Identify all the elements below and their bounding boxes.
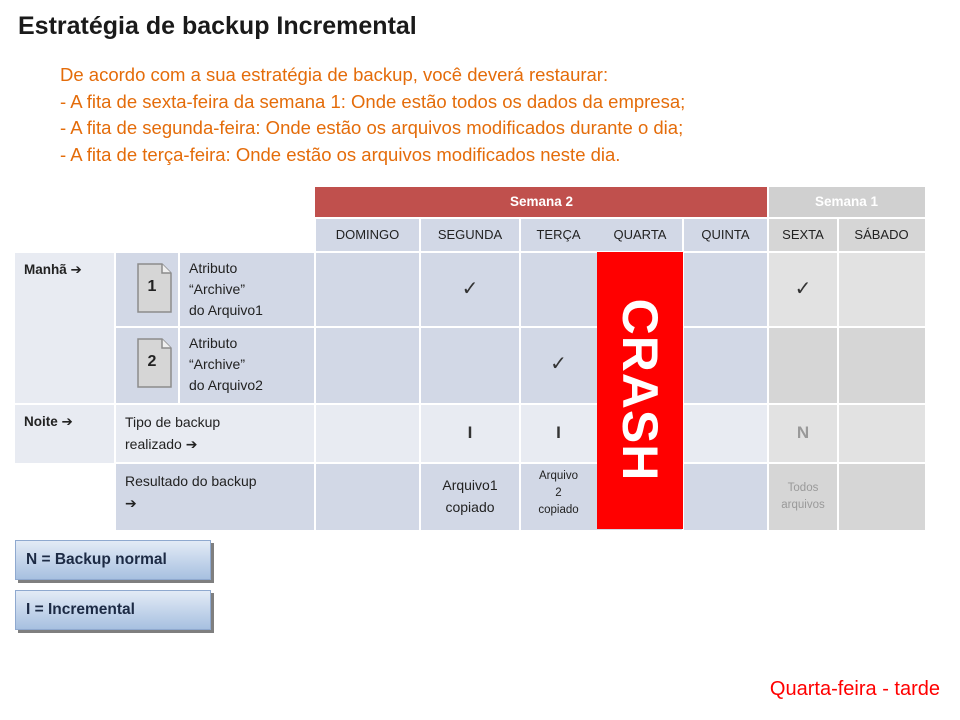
result-sexta: Todos arquivos (781, 482, 825, 511)
file2-number: 2 (147, 353, 157, 370)
week2-header: Semana 2 (315, 187, 768, 218)
grid-line (15, 251, 925, 253)
arrow-right-icon: ➔ (125, 495, 137, 511)
file1-attribute-text: Atributo “Archive” do Arquivo1 (189, 260, 263, 318)
crash-block (597, 252, 683, 529)
week1-header: Semana 1 (768, 187, 925, 218)
empty-cell (15, 463, 115, 530)
document-icon (135, 337, 173, 389)
footer-time-label: Quarta-feira - tarde (769, 678, 940, 700)
day-domingo: DOMINGO (315, 218, 420, 252)
arrow-right-icon: ➔ (70, 262, 82, 277)
intro-line: - A fita de segunda-feira: Onde estão os arquivos modificados durante o dia; (60, 117, 684, 138)
document-icon (135, 262, 173, 314)
morning-label: Manhã ➔ (24, 262, 82, 277)
file1-number: 1 (147, 278, 157, 295)
intro-line: - A fita de sexta-feira da semana 1: Onde estão todos os dados da empresa; (60, 90, 686, 112)
backup-type-terca: I (556, 423, 561, 442)
intro-text (60, 62, 940, 168)
week1-cell (768, 327, 925, 404)
night-label: Noite ➔ (24, 414, 73, 429)
backup-schedule-table (15, 187, 925, 530)
intro-line: De acordo com a sua estratégia de backup, você deverá restaurar: (60, 64, 609, 85)
day-segunda: SEGUNDA (420, 218, 520, 252)
result-segunda: Arquivo1 copiado (442, 477, 498, 515)
check-icon: ✓ (550, 353, 567, 375)
arrow-right-icon: ➔ (61, 414, 73, 429)
check-icon: ✓ (461, 278, 479, 300)
day-terca: TERÇA (520, 218, 597, 252)
page-title: Estratégia de backup Incremental (18, 12, 417, 40)
file2-attribute-text: Atributo “Archive” do Arquivo2 (189, 335, 263, 393)
backup-type-sexta: N (796, 423, 810, 442)
grid-line (315, 217, 925, 219)
backup-result-label: Resultado do backup ➔ (115, 463, 315, 514)
day-sexta: SEXTA (768, 218, 838, 252)
result-terca: Arquivo 2 copiado (538, 470, 579, 516)
legend-incremental: I = Incremental (15, 590, 211, 630)
crash-label: CRASH (612, 298, 668, 482)
arrow-right-icon: ➔ (185, 436, 198, 452)
day-quarta: QUARTA (597, 218, 683, 252)
day-quinta: QUINTA (683, 218, 768, 252)
backup-type-label: Tipo de backup realizado ➔ (125, 414, 221, 452)
legend-normal: N = Backup normal (15, 540, 211, 580)
grid-line (767, 187, 769, 530)
intro-line: - A fita de terça-feira: Onde estão os arquivos modificados neste dia. (60, 143, 621, 165)
check-icon: ✓ (794, 278, 812, 300)
backup-type-segunda: I (467, 423, 473, 442)
day-sabado: SÁBADO (838, 218, 925, 252)
